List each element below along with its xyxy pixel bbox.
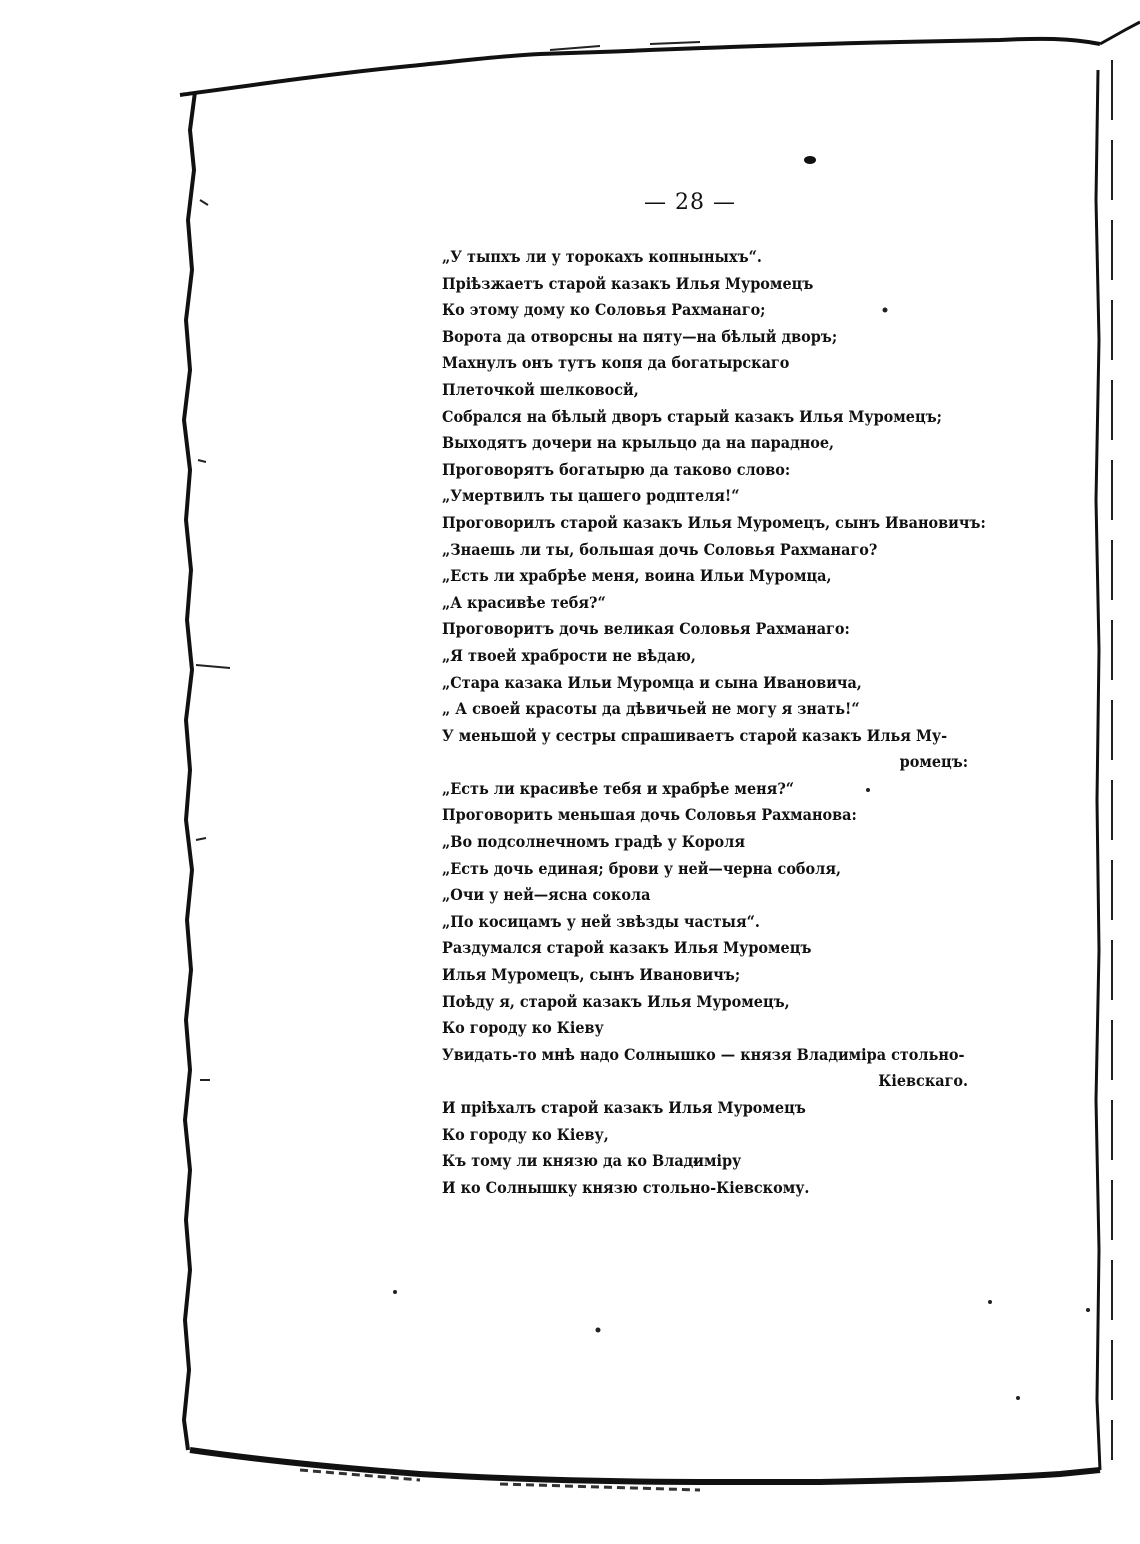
text-line: Проговорятъ богатырю да таково слово: — [442, 459, 791, 479]
text-line: „А красивѣе тебя?“ — [442, 592, 606, 612]
text-line: „ А своей красоты да дѣвичьей не могу я знать!“ — [442, 699, 860, 719]
text-line: Раздумался старой казакъ Илья Муромецъ — [442, 938, 812, 958]
text-line: Махнулъ онъ тутъ копя да богатырскаго — [442, 353, 790, 373]
text-line: И пріѣхалъ старой казакъ Илья Муромецъ — [442, 1098, 806, 1117]
page-number: — 28 — — [644, 190, 736, 215]
text-line: „Знаешь ли ты, большая дочь Соловья Рахманаго? — [442, 539, 878, 559]
text-line: „Умертвилъ ты цашего родптеля!“ — [442, 486, 740, 506]
poem-text — [442, 244, 1022, 1201]
text-line: Ко этому дому ко Соловья Рахманаго; — [442, 300, 766, 320]
text-line: „Есть дочь единая; брови у ней—черна соболя, — [442, 858, 841, 878]
text-line: И ко Солнышку князю стольно-Кіевскому. — [442, 1177, 810, 1197]
text-line: „По косицамъ у ней звѣзды частыя“. — [442, 911, 760, 931]
text-line: Ко городу ко Кіеву, — [442, 1124, 609, 1144]
ink-blot — [804, 156, 816, 164]
text-line: Плеточкой шелковосй, — [442, 379, 639, 399]
bottom-page-edge — [190, 1450, 1100, 1482]
text-line: Увидать-то мнѣ надо Солнышко — князя Владиміра стольно- — [442, 1044, 965, 1064]
text-line-continuation: Кіевскаго. — [878, 1071, 969, 1091]
text-line: Къ тому ли князю да ко Владиміру — [442, 1151, 742, 1171]
right-page-edge — [1096, 70, 1100, 1470]
text-line: Выходятъ дочери на крыльцо да на парадное, — [442, 433, 835, 453]
text-line: У меньшой у сестры спрашиваетъ старой казакъ Илья Му- — [442, 725, 948, 745]
text-line-continuation: ромецъ: — [899, 752, 969, 772]
text-line: Ко городу ко Кіеву — [442, 1018, 604, 1038]
text-line: „Очи у ней—ясна сокола — [442, 885, 651, 905]
text-line: Проговорилъ старой казакъ Илья Муромецъ, сынъ Ивановичъ: — [442, 512, 986, 532]
text-line: „Во подсолнечномъ градѣ у Короля — [442, 832, 745, 852]
text-line: Илья Муромецъ, сынъ Ивановичъ; — [442, 965, 741, 985]
text-line: Проговорить меньшая дочь Соловья Рахманова: — [442, 805, 857, 825]
text-line: „Есть ли храбрѣе меня, воина Ильи Муромца, — [442, 566, 832, 586]
top-page-edge — [180, 39, 1100, 95]
text-line: „Есть ли красивѣе тебя и храбрѣе меня?“ — [442, 778, 795, 798]
text-line: Пріѣзжаетъ старой казакъ Илья Муромецъ — [442, 273, 814, 293]
text-line: Поѣду я, старой казакъ Илья Муромецъ, — [442, 991, 790, 1011]
text-line: Ворота да отворсны на пяту—на бѣлый дворъ; — [442, 326, 838, 346]
text-line: „У тыпхъ ли у торокахъ копныныхъ“. — [442, 247, 762, 266]
text-line: Собрался на бѣлый дворъ старый казакъ Илья Муромецъ; — [442, 406, 943, 426]
text-line: „Стара казака Ильи Муромца и сына Ивановича, — [442, 672, 862, 692]
text-line: Проговоритъ дочь великая Соловья Рахманаго: — [442, 619, 850, 639]
text-line: „Я твоей храбрости не вѣдаю, — [442, 645, 696, 665]
left-page-edge — [184, 92, 195, 1450]
